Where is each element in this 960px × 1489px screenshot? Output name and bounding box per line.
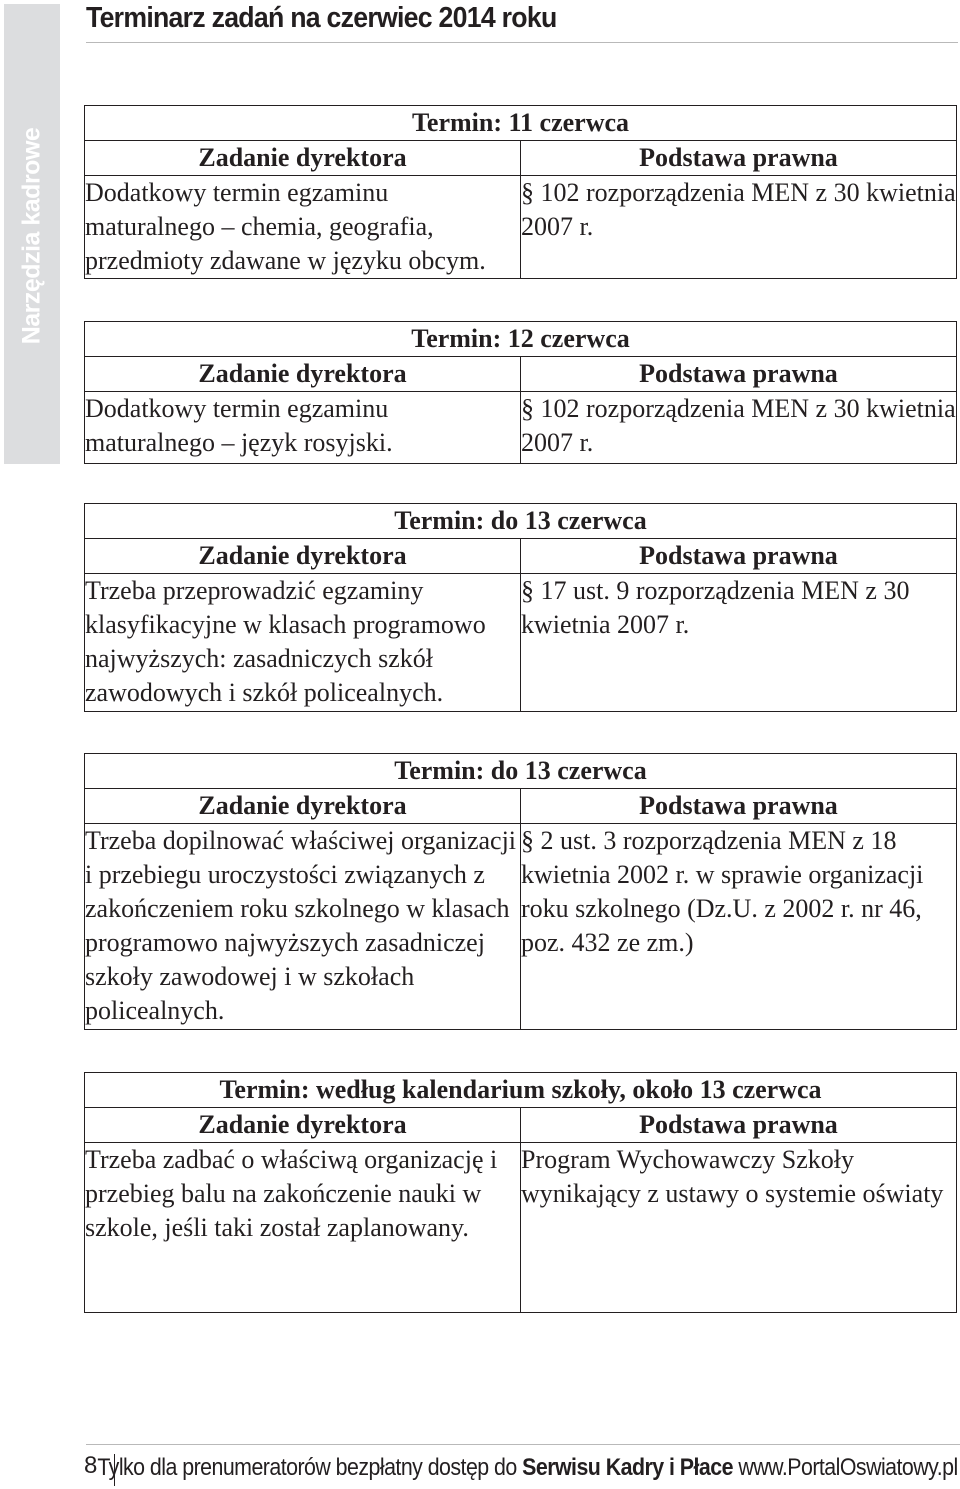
term-heading: Termin: 12 czerwca (85, 322, 957, 357)
footer-divider (86, 1444, 960, 1445)
legal-basis: § 17 ust. 9 rozporządzenia MEN z 30 kwietnia 2007 r. (521, 574, 957, 712)
task-column-header: Zadanie dyrektora (85, 539, 521, 574)
task-column-header: Zadanie dyrektora (85, 141, 521, 176)
page-number: 8 (84, 1452, 98, 1479)
footer-text-prefix: Tylko dla prenumeratorów bezpłatny dostęp do (97, 1454, 518, 1481)
basis-column-header: Podstawa prawna (521, 357, 957, 392)
term-table-2 (84, 321, 957, 464)
term-table-4 (84, 753, 957, 1030)
footer-website-link[interactable]: www.PortalOswiatowy.pl (738, 1454, 958, 1481)
term-heading: Termin: do 13 czerwca (85, 754, 957, 789)
task-column-header: Zadanie dyrektora (85, 1108, 521, 1143)
page-title: Terminarz zadań na czerwiec 2014 roku (86, 2, 557, 34)
basis-column-header: Podstawa prawna (521, 141, 957, 176)
task-description: Trzeba zadbać o właściwą organizację i przebieg balu na zakończenie nauki w szkole, jeśli taki został zaplanowany. (85, 1143, 521, 1313)
legal-basis: § 102 rozporządzenia MEN z 30 kwietnia 2007 r. (521, 176, 957, 279)
term-table-3 (84, 503, 957, 712)
term-heading: Termin: według kalendarium szkoły, około 13 czerwca (85, 1073, 957, 1108)
legal-basis: § 102 rozporządzenia MEN z 30 kwietnia 2007 r. (521, 392, 957, 464)
term-table-5 (84, 1072, 957, 1313)
footer-service-name: Serwisu Kadry i Płace (522, 1454, 734, 1481)
task-description: Trzeba przeprowadzić egzaminy klasyfikacyjne w klasach programowo najwyższych: zasadniczych szkół zawodowych i szkół policealnych. (85, 574, 521, 712)
task-description: Dodatkowy termin egzaminu maturalnego – język rosyjski. (85, 392, 521, 464)
task-column-header: Zadanie dyrektora (85, 789, 521, 824)
footer-note (98, 1454, 958, 1482)
basis-column-header: Podstawa prawna (521, 539, 957, 574)
legal-basis: § 2 ust. 3 rozporządzenia MEN z 18 kwietnia 2002 r. w sprawie organizacji roku szkolnego (Dz.U. z 2002 r. nr 46, poz. 432 ze zm.) (521, 824, 957, 1030)
basis-column-header: Podstawa prawna (521, 1108, 957, 1143)
legal-basis: Program Wychowawczy Szkoły wynikający z ustawy o systemie oświaty (521, 1143, 957, 1313)
side-tab (4, 4, 60, 464)
side-tab-label: Narzędzia kadrowe (17, 127, 46, 345)
task-column-header: Zadanie dyrektora (85, 357, 521, 392)
task-description: Trzeba dopilnować właściwej organizacji i przebiegu uroczystości związanych z zakończeniem roku szkolnego w klasach programowo najwyższych zasadniczej szkoły zawodowej i w szkołach policealnych. (85, 824, 521, 1030)
task-description: Dodatkowy termin egzaminu maturalnego – chemia, geografia, przedmioty zdawane w języku obcym. (85, 176, 521, 279)
term-table-1 (84, 105, 957, 279)
term-heading: Termin: do 13 czerwca (85, 504, 957, 539)
title-divider (86, 42, 958, 43)
term-heading: Termin: 11 czerwca (85, 106, 957, 141)
basis-column-header: Podstawa prawna (521, 789, 957, 824)
